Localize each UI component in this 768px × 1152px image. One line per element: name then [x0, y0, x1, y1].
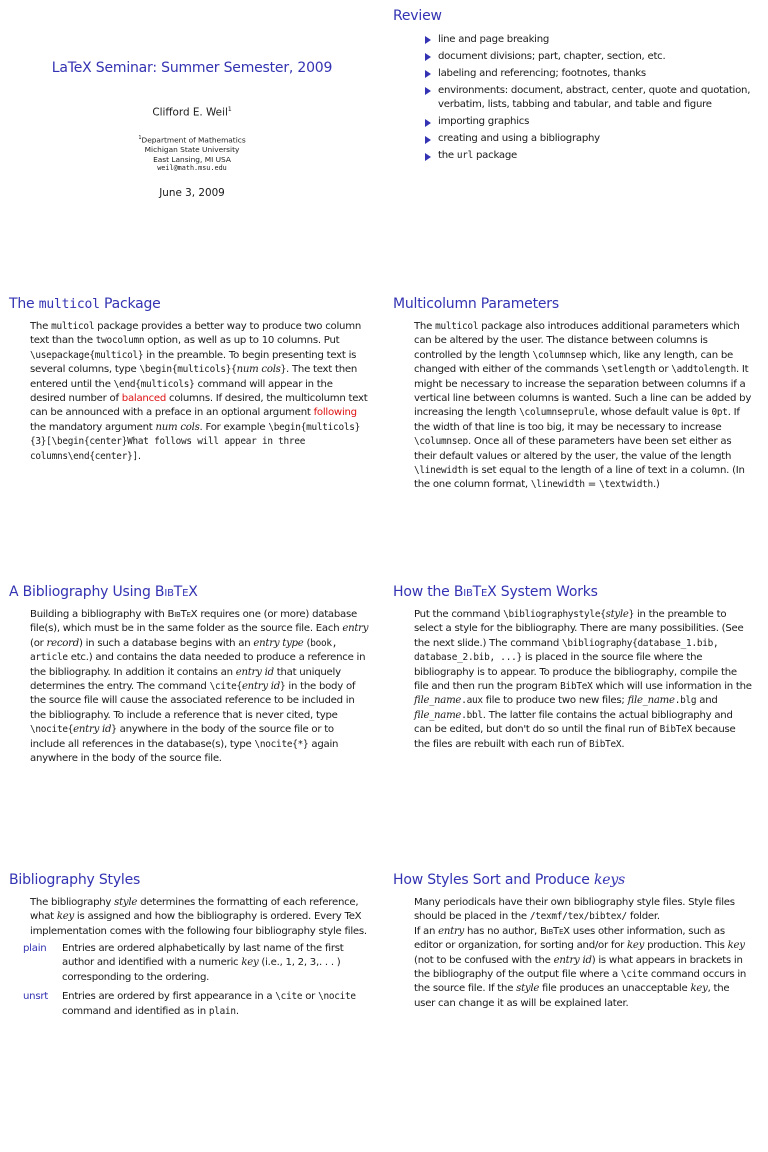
body-paragraph: Building a bibliography with BibTeX requires one (or more) database file(s), which must be in the same folder as the source file. Each entry (or record) in such a database begins with an entry type (book, article etc.) and contains the data needed to produce a reference in the bibliography. In addition it contains an entry id that uniquely determines the entry. The command \cite{entry id} in the body of the source file will cause the associated reference to be included in the bibliography. To include a reference that is never cited, type \nocite{entry id} anywhere in the body of the source file or to include all references in the database(s), type \nocite{*} again anywhere in the body of the source file. — [30, 609, 369, 765]
frame-title: Multicolumn Parameters — [393, 296, 559, 312]
style-term-unsrt: unsrt — [23, 991, 48, 1003]
highlight-following: following — [313, 407, 357, 419]
frame-title: A Bibliography Using BibTeX — [9, 584, 198, 600]
list-item: labeling and referencing; footnotes, thanks — [424, 67, 760, 81]
slide-body — [30, 608, 369, 766]
review-slide — [384, 0, 768, 288]
list-item: the url package — [424, 149, 760, 163]
slide-body — [414, 896, 753, 1011]
body-paragraph: The bibliography style determines the formatting of each reference, what key is assigned and how the bibliography is ordered. Every TeX implementation comes with the following four bibliography style files. — [30, 897, 367, 937]
body-paragraph: If an entry has no author, BibTeX uses other information, such as editor or organization, for sorting and/or for key production. This key (not to be confused with the entry id) is what appears in brackets in the bibliography of the output file where a \cite command occurs in the source file. If the style file produces an unacceptable key, the user can change it as will be explained later. — [414, 925, 747, 1009]
list-item: unsrt Entries are ordered by first appearance in a \cite or \nocite command and identified as in plain. — [23, 991, 356, 1017]
list-item: line and page breaking — [424, 33, 760, 47]
body-paragraph: The multicol package provides a better way to produce two column text than the twocolumn option, as well as up to 10 columns. Put \usepackage{multicol} in the preamble. To begin presenting text is several columns, type \begin{multicols}{num cols}. The text then entered until the \end{multicols} command will appear in the desired number of balanced columns. If desired, the multicolumn text can be announced with a preface in an optional argument following the mandatory argument num cols. For example \begin{multicols}{3}[\begin{center}What follows will appear in three columns\end{center}]. — [30, 321, 368, 462]
seminar-title: LaTeX Seminar: Summer Semester, 2009 — [51, 60, 333, 76]
review-list — [424, 33, 760, 166]
multicol-package-slide — [0, 288, 384, 576]
slide-body — [414, 320, 753, 493]
highlight-balanced: balanced — [121, 393, 167, 405]
list-item: document divisions; part, chapter, section, etc. — [424, 50, 760, 64]
triangle-bullet-icon — [425, 70, 431, 78]
slide-body — [414, 608, 753, 752]
frame-title: How the BibTeX System Works — [393, 584, 598, 600]
author-name: Clifford E. Weil$^1$ — [152, 106, 232, 119]
frame-title: Review — [393, 8, 442, 24]
author-email: weil@math.msu.edu — [157, 164, 227, 173]
multicolumn-parameters-slide — [384, 288, 768, 576]
title-slide — [0, 0, 384, 288]
list-item: environments: document, abstract, center, quote and quotation, verbatim, lists, tabbing and tabular, and table and figure — [424, 84, 760, 113]
frame-title: The multicol Package — [9, 296, 161, 312]
frame-title: Bibliography Styles — [9, 872, 141, 888]
list-item: plain Entries are ordered alphabetically by last name of the first author and identified with a numeric key (i.e., 1, 2, 3,. . . ) corresponding to the ordering. — [23, 943, 344, 983]
list-item: creating and using a bibliography — [424, 132, 760, 146]
bibtex-logo: BibTeX — [453, 584, 497, 600]
triangle-bullet-icon — [425, 136, 431, 144]
bibliography-styles-slide — [0, 864, 384, 1152]
body-paragraph: Many periodicals have their own bibliography style files. Style files should be placed in the /texmf/tex/bibtex/ folder. — [414, 897, 735, 923]
frame-title: How Styles Sort and Produce keys — [393, 872, 626, 888]
institution-block: $^1$Department of Mathematics Michigan State University East Lansing, MI USA weil@math.msu.edu — [0, 134, 384, 174]
triangle-bullet-icon — [425, 53, 431, 61]
slide-body — [30, 320, 369, 464]
bibtex-logo: BibTeX — [154, 584, 198, 600]
style-description-list — [9, 940, 369, 1019]
style-term-plain: plain — [23, 943, 47, 954]
styles-sort-slide — [384, 864, 768, 1152]
bibtex-system-slide — [384, 576, 768, 864]
triangle-bullet-icon — [425, 153, 431, 161]
seminar-date: June 3, 2009 — [159, 187, 225, 199]
triangle-bullet-icon — [425, 119, 431, 127]
slide-body — [30, 896, 369, 939]
bibliography-bibtex-slide — [0, 576, 384, 864]
latex-logo: LaTeX — [51, 60, 92, 76]
triangle-bullet-icon — [425, 87, 431, 95]
list-item: importing graphics — [424, 115, 760, 129]
body-paragraph: The multicol package also introduces additional parameters which can be altered by the user. The distance between columns is controlled by the length \columnsep which, like any length, can be changed with either of the commands \setlength or \addtolength. It might be necessary to increase the separation between columns if a vertical line between columns is wanted. Such a line can be added by increasing the length \columnseprule, whose default value is 0pt. If the width of that line is too big, it may be necessary to increase \columnsep. Once all of these parameters have been set either as their default values or altered by the user, the value of the length \linewidth is set equal to the length of a line of text in a column. (In the one column format, \linewidth = \textwidth.) — [414, 321, 752, 491]
triangle-bullet-icon — [425, 36, 431, 44]
body-paragraph: Put the command \bibliographystyle{style} in the preamble to select a style for the bibliography. There are many possibilities. (See the next slide.) The command \bibliography{database_1.bib, database_2.bib, ...} is placed in the source file where the bibliography is to appear. To produce the bibliography, compile the file and then run the program BibTeX which will use information in the file_name.aux file to produce two new files; file_name.blg and file_name.bbl. The latter file contains the actual bibliography and can be edited, but don't do so until the final run of BibTeX because the files are rebuilt with each run of BibTeX. — [414, 609, 752, 750]
